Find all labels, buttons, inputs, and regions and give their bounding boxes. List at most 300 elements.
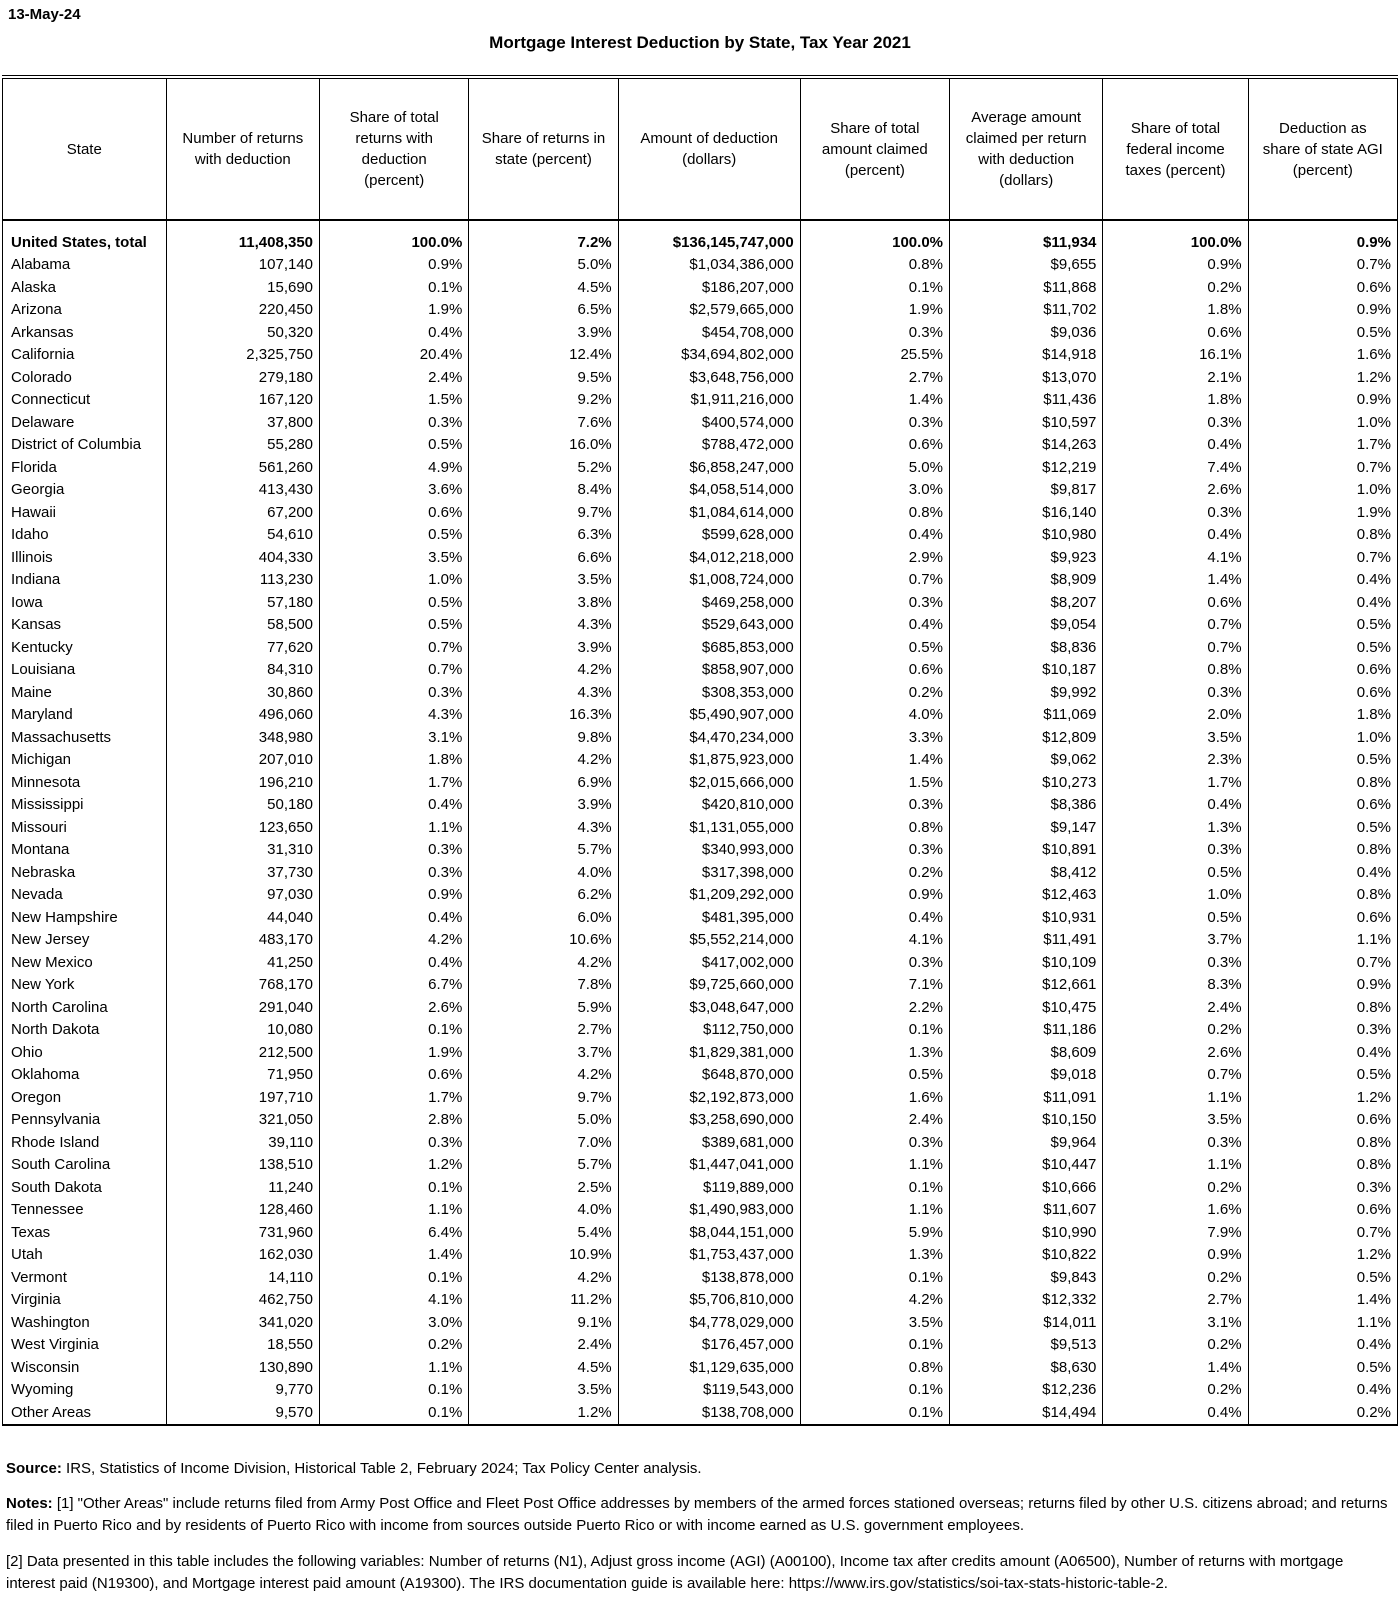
- value-cell: 768,170: [166, 974, 319, 997]
- value-cell: $10,475: [950, 996, 1103, 1019]
- value-cell: 7.9%: [1103, 1221, 1248, 1244]
- value-cell: 9,570: [166, 1401, 319, 1425]
- value-cell: $11,491: [950, 929, 1103, 952]
- value-cell: 0.3%: [800, 1131, 949, 1154]
- value-cell: $9,513: [950, 1334, 1103, 1357]
- value-cell: 7.2%: [469, 220, 618, 254]
- state-cell: Louisiana: [3, 659, 167, 682]
- report-date: 13-May-24: [8, 6, 81, 23]
- value-cell: $5,490,907,000: [618, 704, 800, 727]
- value-cell: 128,460: [166, 1199, 319, 1222]
- state-cell: Other Areas: [3, 1401, 167, 1425]
- value-cell: 167,120: [166, 389, 319, 412]
- state-cell: California: [3, 344, 167, 367]
- value-cell: 0.6%: [1248, 1199, 1397, 1222]
- state-cell: Texas: [3, 1221, 167, 1244]
- value-cell: 31,310: [166, 839, 319, 862]
- value-cell: $9,655: [950, 254, 1103, 277]
- value-cell: 130,890: [166, 1356, 319, 1379]
- value-cell: 2.4%: [320, 366, 469, 389]
- value-cell: 0.2%: [1103, 276, 1248, 299]
- value-cell: $4,778,029,000: [618, 1311, 800, 1334]
- value-cell: 3.0%: [800, 479, 949, 502]
- value-cell: 97,030: [166, 884, 319, 907]
- value-cell: 0.4%: [1248, 1334, 1397, 1357]
- column-header-state: State: [3, 77, 167, 220]
- value-cell: $4,470,234,000: [618, 726, 800, 749]
- value-cell: 0.4%: [800, 906, 949, 929]
- table-row: [3, 1109, 1398, 1132]
- value-cell: 7.4%: [1103, 456, 1248, 479]
- value-cell: 0.5%: [1248, 1356, 1397, 1379]
- value-cell: 0.5%: [1103, 906, 1248, 929]
- value-cell: 4.2%: [469, 749, 618, 772]
- value-cell: $648,870,000: [618, 1064, 800, 1087]
- value-cell: 483,170: [166, 929, 319, 952]
- value-cell: 6.2%: [469, 884, 618, 907]
- value-cell: 1.1%: [320, 1199, 469, 1222]
- state-cell: Arkansas: [3, 321, 167, 344]
- value-cell: 0.8%: [1103, 659, 1248, 682]
- state-cell: Kentucky: [3, 636, 167, 659]
- value-cell: 6.7%: [320, 974, 469, 997]
- value-cell: $12,332: [950, 1289, 1103, 1312]
- value-cell: 71,950: [166, 1064, 319, 1087]
- state-cell: Illinois: [3, 546, 167, 569]
- value-cell: $389,681,000: [618, 1131, 800, 1154]
- table-row: [3, 839, 1398, 862]
- state-cell: Connecticut: [3, 389, 167, 412]
- value-cell: $340,993,000: [618, 839, 800, 862]
- value-cell: 0.4%: [1103, 794, 1248, 817]
- note-1-text: [1] "Other Areas" include returns filed from Army Post Office and Fleet Post Office addresses by members of the armed forces stationed overseas; returns filed by other U.S. citizens abroad; and returns filed in Puerto Rico and by residents of Puerto Rico with income from sources outside Puerto Rico or with income earned as U.S. government employees.: [6, 1495, 1388, 1534]
- value-cell: 0.6%: [1248, 794, 1397, 817]
- value-cell: 0.6%: [1248, 276, 1397, 299]
- value-cell: 731,960: [166, 1221, 319, 1244]
- table-row: [3, 434, 1398, 457]
- value-cell: 5.2%: [469, 456, 618, 479]
- value-cell: 1.9%: [320, 299, 469, 322]
- value-cell: $13,070: [950, 366, 1103, 389]
- state-cell: Wisconsin: [3, 1356, 167, 1379]
- value-cell: 0.5%: [1248, 321, 1397, 344]
- value-cell: 4.2%: [800, 1289, 949, 1312]
- table-row: [3, 456, 1398, 479]
- table-row: [3, 220, 1398, 254]
- value-cell: 4.0%: [469, 1199, 618, 1222]
- value-cell: $1,829,381,000: [618, 1041, 800, 1064]
- table-row: [3, 1379, 1398, 1402]
- value-cell: 9.7%: [469, 1086, 618, 1109]
- value-cell: $14,263: [950, 434, 1103, 457]
- value-cell: $308,353,000: [618, 681, 800, 704]
- value-cell: 39,110: [166, 1131, 319, 1154]
- value-cell: 84,310: [166, 659, 319, 682]
- value-cell: 11,408,350: [166, 220, 319, 254]
- value-cell: 0.1%: [800, 1176, 949, 1199]
- value-cell: $1,209,292,000: [618, 884, 800, 907]
- value-cell: $9,147: [950, 816, 1103, 839]
- state-cell: Nevada: [3, 884, 167, 907]
- value-cell: 25.5%: [800, 344, 949, 367]
- value-cell: $9,725,660,000: [618, 974, 800, 997]
- value-cell: 0.2%: [1103, 1176, 1248, 1199]
- value-cell: 1.1%: [800, 1154, 949, 1177]
- value-cell: 37,800: [166, 411, 319, 434]
- value-cell: 0.6%: [1248, 906, 1397, 929]
- state-cell: South Carolina: [3, 1154, 167, 1177]
- table-row: [3, 366, 1398, 389]
- value-cell: 3.9%: [469, 636, 618, 659]
- value-cell: $481,395,000: [618, 906, 800, 929]
- table-row: [3, 951, 1398, 974]
- value-cell: $858,907,000: [618, 659, 800, 682]
- value-cell: 2.2%: [800, 996, 949, 1019]
- value-cell: 0.4%: [320, 321, 469, 344]
- column-header-share-returns-state: Share of returns in state (percent): [469, 77, 618, 220]
- value-cell: 1.7%: [320, 1086, 469, 1109]
- value-cell: 4.1%: [320, 1289, 469, 1312]
- value-cell: 348,980: [166, 726, 319, 749]
- value-cell: 2.5%: [469, 1176, 618, 1199]
- value-cell: $1,875,923,000: [618, 749, 800, 772]
- value-cell: 9.2%: [469, 389, 618, 412]
- notes-label: Notes:: [6, 1495, 53, 1513]
- value-cell: 3.7%: [1103, 929, 1248, 952]
- value-cell: 0.4%: [320, 794, 469, 817]
- value-cell: 0.6%: [320, 1064, 469, 1087]
- value-cell: 4.2%: [469, 659, 618, 682]
- source-line: [6, 1458, 1394, 1480]
- value-cell: $176,457,000: [618, 1334, 800, 1357]
- value-cell: 16.3%: [469, 704, 618, 727]
- value-cell: $12,219: [950, 456, 1103, 479]
- value-cell: 0.4%: [800, 614, 949, 637]
- value-cell: $9,062: [950, 749, 1103, 772]
- value-cell: 107,140: [166, 254, 319, 277]
- value-cell: 9,770: [166, 1379, 319, 1402]
- value-cell: 0.4%: [1103, 1401, 1248, 1425]
- value-cell: $8,609: [950, 1041, 1103, 1064]
- value-cell: $12,236: [950, 1379, 1103, 1402]
- value-cell: $5,706,810,000: [618, 1289, 800, 1312]
- state-cell: Michigan: [3, 749, 167, 772]
- value-cell: $2,015,666,000: [618, 771, 800, 794]
- value-cell: 0.1%: [800, 1401, 949, 1425]
- value-cell: 77,620: [166, 636, 319, 659]
- value-cell: $9,843: [950, 1266, 1103, 1289]
- state-cell: Georgia: [3, 479, 167, 502]
- source-text: IRS, Statistics of Income Division, Historical Table 2, February 2024; Tax Policy Center analysis.: [61, 1459, 702, 1477]
- value-cell: $11,436: [950, 389, 1103, 412]
- value-cell: $10,822: [950, 1244, 1103, 1267]
- value-cell: 4.1%: [1103, 546, 1248, 569]
- value-cell: 0.1%: [320, 1379, 469, 1402]
- value-cell: 1.4%: [1248, 1289, 1397, 1312]
- value-cell: $8,630: [950, 1356, 1103, 1379]
- value-cell: 279,180: [166, 366, 319, 389]
- value-cell: 0.5%: [1248, 749, 1397, 772]
- value-cell: 4.5%: [469, 1356, 618, 1379]
- value-cell: 0.3%: [800, 411, 949, 434]
- table-row: [3, 411, 1398, 434]
- value-cell: 1.7%: [320, 771, 469, 794]
- value-cell: 2.3%: [1103, 749, 1248, 772]
- table-row: [3, 884, 1398, 907]
- column-header-deduction-share-agi: Deduction as share of state AGI (percent): [1248, 77, 1397, 220]
- state-cell: Minnesota: [3, 771, 167, 794]
- value-cell: $10,891: [950, 839, 1103, 862]
- state-cell: Massachusetts: [3, 726, 167, 749]
- value-cell: 4.2%: [469, 1064, 618, 1087]
- table-row: [3, 726, 1398, 749]
- table-row: [3, 749, 1398, 772]
- value-cell: 8.3%: [1103, 974, 1248, 997]
- value-cell: 1.5%: [800, 771, 949, 794]
- value-cell: 3.5%: [320, 546, 469, 569]
- table-row: [3, 389, 1398, 412]
- value-cell: $685,853,000: [618, 636, 800, 659]
- value-cell: 7.6%: [469, 411, 618, 434]
- value-cell: 3.8%: [469, 591, 618, 614]
- table-row: [3, 1199, 1398, 1222]
- state-cell: Utah: [3, 1244, 167, 1267]
- table-row: [3, 321, 1398, 344]
- table-row: [3, 659, 1398, 682]
- value-cell: $11,868: [950, 276, 1103, 299]
- value-cell: $9,817: [950, 479, 1103, 502]
- value-cell: 0.3%: [320, 861, 469, 884]
- value-cell: 0.1%: [800, 1379, 949, 1402]
- value-cell: 0.6%: [1103, 321, 1248, 344]
- value-cell: 0.8%: [1248, 996, 1397, 1019]
- table-row: [3, 1154, 1398, 1177]
- state-cell: Alabama: [3, 254, 167, 277]
- value-cell: 7.8%: [469, 974, 618, 997]
- value-cell: $8,836: [950, 636, 1103, 659]
- value-cell: 1.2%: [469, 1401, 618, 1425]
- value-cell: 0.4%: [1248, 1041, 1397, 1064]
- value-cell: 0.3%: [1103, 839, 1248, 862]
- value-cell: 2.7%: [800, 366, 949, 389]
- value-cell: 6.9%: [469, 771, 618, 794]
- value-cell: $112,750,000: [618, 1019, 800, 1042]
- value-cell: 212,500: [166, 1041, 319, 1064]
- value-cell: 0.7%: [1248, 546, 1397, 569]
- value-cell: $5,552,214,000: [618, 929, 800, 952]
- table-row: [3, 1401, 1398, 1425]
- value-cell: 0.7%: [320, 636, 469, 659]
- value-cell: 0.3%: [320, 839, 469, 862]
- value-cell: 6.6%: [469, 546, 618, 569]
- value-cell: 0.1%: [800, 276, 949, 299]
- value-cell: 2.1%: [1103, 366, 1248, 389]
- value-cell: $10,447: [950, 1154, 1103, 1177]
- value-cell: $9,054: [950, 614, 1103, 637]
- value-cell: $1,753,437,000: [618, 1244, 800, 1267]
- column-header-share-returns-deduction: Share of total returns with deduction (percent): [320, 77, 469, 220]
- state-cell: Maine: [3, 681, 167, 704]
- state-cell: United States, total: [3, 220, 167, 254]
- value-cell: 0.3%: [800, 591, 949, 614]
- value-cell: 0.1%: [800, 1334, 949, 1357]
- value-cell: 341,020: [166, 1311, 319, 1334]
- table-row: [3, 1356, 1398, 1379]
- value-cell: 67,200: [166, 501, 319, 524]
- table-row: [3, 299, 1398, 322]
- value-cell: $1,447,041,000: [618, 1154, 800, 1177]
- value-cell: 0.3%: [1103, 501, 1248, 524]
- value-cell: $4,058,514,000: [618, 479, 800, 502]
- value-cell: $34,694,802,000: [618, 344, 800, 367]
- value-cell: 3.5%: [469, 1379, 618, 1402]
- value-cell: 2.6%: [1103, 1041, 1248, 1064]
- value-cell: 291,040: [166, 996, 319, 1019]
- value-cell: 11,240: [166, 1176, 319, 1199]
- value-cell: $417,002,000: [618, 951, 800, 974]
- page-title: Mortgage Interest Deduction by State, Tax Year 2021: [489, 33, 911, 52]
- table-row: [3, 501, 1398, 524]
- value-cell: $10,990: [950, 1221, 1103, 1244]
- value-cell: 18,550: [166, 1334, 319, 1357]
- value-cell: 0.6%: [1248, 1109, 1397, 1132]
- value-cell: 2,325,750: [166, 344, 319, 367]
- value-cell: 0.5%: [320, 614, 469, 637]
- state-cell: Delaware: [3, 411, 167, 434]
- value-cell: 321,050: [166, 1109, 319, 1132]
- value-cell: $3,048,647,000: [618, 996, 800, 1019]
- column-header-share-amount: Share of total amount claimed (percent): [800, 77, 949, 220]
- state-cell: Oregon: [3, 1086, 167, 1109]
- value-cell: $454,708,000: [618, 321, 800, 344]
- value-cell: $138,708,000: [618, 1401, 800, 1425]
- value-cell: 0.3%: [800, 839, 949, 862]
- value-cell: 100.0%: [800, 220, 949, 254]
- value-cell: $1,911,216,000: [618, 389, 800, 412]
- value-cell: 58,500: [166, 614, 319, 637]
- value-cell: 20.4%: [320, 344, 469, 367]
- value-cell: $3,258,690,000: [618, 1109, 800, 1132]
- value-cell: 0.7%: [800, 569, 949, 592]
- value-cell: 0.3%: [800, 794, 949, 817]
- value-cell: $11,186: [950, 1019, 1103, 1042]
- state-cell: North Dakota: [3, 1019, 167, 1042]
- table-row: [3, 816, 1398, 839]
- value-cell: 1.0%: [1248, 411, 1397, 434]
- value-cell: 1.1%: [1103, 1086, 1248, 1109]
- value-cell: 3.1%: [320, 726, 469, 749]
- value-cell: 1.2%: [1248, 1086, 1397, 1109]
- value-cell: 0.3%: [1103, 1131, 1248, 1154]
- value-cell: 138,510: [166, 1154, 319, 1177]
- value-cell: 3.5%: [1103, 726, 1248, 749]
- value-cell: 0.7%: [1103, 1064, 1248, 1087]
- value-cell: $1,084,614,000: [618, 501, 800, 524]
- value-cell: 9.1%: [469, 1311, 618, 1334]
- value-cell: $529,643,000: [618, 614, 800, 637]
- table-row: [3, 1244, 1398, 1267]
- value-cell: 0.7%: [1248, 254, 1397, 277]
- value-cell: 9.8%: [469, 726, 618, 749]
- value-cell: 0.4%: [1248, 569, 1397, 592]
- value-cell: $11,607: [950, 1199, 1103, 1222]
- value-cell: 0.9%: [1248, 299, 1397, 322]
- table-row: [3, 1176, 1398, 1199]
- table-row: [3, 974, 1398, 997]
- value-cell: 0.8%: [800, 501, 949, 524]
- value-cell: $6,858,247,000: [618, 456, 800, 479]
- value-cell: 7.0%: [469, 1131, 618, 1154]
- value-cell: 0.7%: [1103, 614, 1248, 637]
- value-cell: 0.7%: [1103, 636, 1248, 659]
- state-cell: Hawaii: [3, 501, 167, 524]
- value-cell: 0.3%: [1248, 1019, 1397, 1042]
- mortgage-deduction-table: [2, 75, 1398, 1426]
- value-cell: $14,494: [950, 1401, 1103, 1425]
- value-cell: 0.2%: [800, 861, 949, 884]
- value-cell: 1.4%: [1103, 569, 1248, 592]
- table-row: [3, 569, 1398, 592]
- value-cell: 0.9%: [1248, 220, 1397, 254]
- value-cell: 50,180: [166, 794, 319, 817]
- value-cell: 0.3%: [1248, 1176, 1397, 1199]
- value-cell: 0.8%: [1248, 771, 1397, 794]
- state-cell: New York: [3, 974, 167, 997]
- value-cell: 0.9%: [1103, 254, 1248, 277]
- value-cell: 1.1%: [800, 1199, 949, 1222]
- value-cell: 0.8%: [1248, 839, 1397, 862]
- value-cell: 54,610: [166, 524, 319, 547]
- value-cell: 3.6%: [320, 479, 469, 502]
- note-1: [6, 1493, 1394, 1537]
- value-cell: 1.0%: [1248, 726, 1397, 749]
- value-cell: $9,964: [950, 1131, 1103, 1154]
- state-cell: North Carolina: [3, 996, 167, 1019]
- value-cell: 0.2%: [800, 681, 949, 704]
- value-cell: 14,110: [166, 1266, 319, 1289]
- value-cell: 0.1%: [320, 1266, 469, 1289]
- value-cell: 404,330: [166, 546, 319, 569]
- value-cell: 3.7%: [469, 1041, 618, 1064]
- value-cell: 462,750: [166, 1289, 319, 1312]
- value-cell: 0.7%: [1248, 951, 1397, 974]
- value-cell: 0.5%: [1248, 1064, 1397, 1087]
- value-cell: 0.4%: [1248, 861, 1397, 884]
- value-cell: $12,809: [950, 726, 1103, 749]
- value-cell: 12.4%: [469, 344, 618, 367]
- value-cell: 1.4%: [800, 389, 949, 412]
- value-cell: 0.2%: [1103, 1379, 1248, 1402]
- value-cell: 10.6%: [469, 929, 618, 952]
- value-cell: 0.5%: [320, 591, 469, 614]
- table-row: [3, 996, 1398, 1019]
- column-header-average-amount: Average amount claimed per return with deduction (dollars): [950, 77, 1103, 220]
- value-cell: 1.7%: [1103, 771, 1248, 794]
- value-cell: 100.0%: [320, 220, 469, 254]
- state-cell: Mississippi: [3, 794, 167, 817]
- value-cell: 561,260: [166, 456, 319, 479]
- value-cell: 1.3%: [800, 1244, 949, 1267]
- value-cell: $10,150: [950, 1109, 1103, 1132]
- state-cell: Wyoming: [3, 1379, 167, 1402]
- value-cell: 0.6%: [320, 501, 469, 524]
- state-cell: West Virginia: [3, 1334, 167, 1357]
- value-cell: $8,044,151,000: [618, 1221, 800, 1244]
- value-cell: 0.5%: [1248, 614, 1397, 637]
- state-cell: Idaho: [3, 524, 167, 547]
- state-cell: Indiana: [3, 569, 167, 592]
- value-cell: $1,008,724,000: [618, 569, 800, 592]
